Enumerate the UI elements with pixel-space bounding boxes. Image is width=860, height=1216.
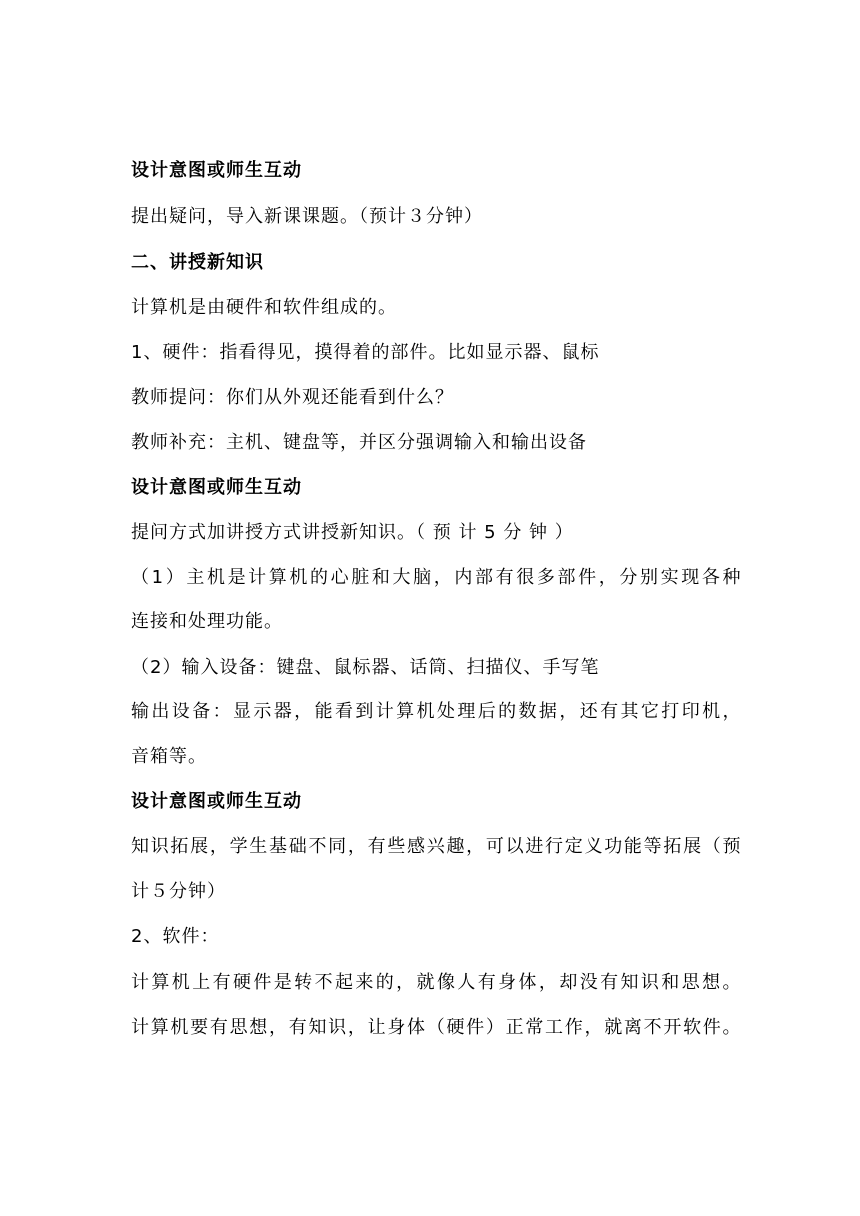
paragraph-host-description-2: 连接和处理功能。 (131, 611, 283, 632)
section-heading-design-intent-3: 设计意图或师生互动 (131, 791, 302, 812)
paragraph-host-description-1: （1）主机是计算机的心脏和大脑，内部有很多部件，分别实现各种 (131, 567, 741, 588)
paragraph-teaching-method: 提问方式加讲授方式讲授新知识。（ 预 计 5 分 钟 ） (131, 522, 574, 543)
paragraph-teacher-question: 教师提问：你们从外观还能看到什么？ (131, 387, 454, 408)
paragraph-knowledge-extension-1: 知识拓展，学生基础不同，有些感兴趣，可以进行定义功能等拓展（预 (131, 836, 741, 857)
section-heading-new-knowledge: 二、讲授新知识 (131, 252, 264, 273)
paragraph-computer-composition: 计算机是由硬件和软件组成的。 (131, 297, 397, 318)
paragraph-hardware-definition: 1、硬件：指看得见，摸得着的部件。比如显示器、鼠标 (131, 342, 600, 363)
paragraph-knowledge-extension-2: 计５分钟） (131, 881, 226, 902)
paragraph-software-heading: 2、软件： (131, 926, 220, 947)
paragraph-output-devices-2: 音箱等。 (131, 746, 207, 767)
section-heading-design-intent-1: 设计意图或师生互动 (131, 160, 302, 181)
paragraph-input-devices: （2）输入设备：键盘、鼠标器、话筒、扫描仪、手写笔 (131, 657, 600, 678)
paragraph-output-devices-1: 输出设备：显示器，能看到计算机处理后的数据，还有其它打印机， (131, 701, 741, 722)
paragraph-question-intro: 提出疑问，导入新课课题。（预计３分钟） (131, 206, 483, 227)
paragraph-software-explanation-2: 计算机要有思想，有知识，让身体（硬件）正常工作，就离不开软件。 (131, 1017, 741, 1038)
section-heading-design-intent-2: 设计意图或师生互动 (131, 477, 302, 498)
paragraph-teacher-supplement: 教师补充：主机、键盘等，并区分强调输入和输出设备 (131, 432, 587, 453)
paragraph-software-explanation-1: 计算机上有硬件是转不起来的，就像人有身体，却没有知识和思想。 (131, 972, 741, 993)
